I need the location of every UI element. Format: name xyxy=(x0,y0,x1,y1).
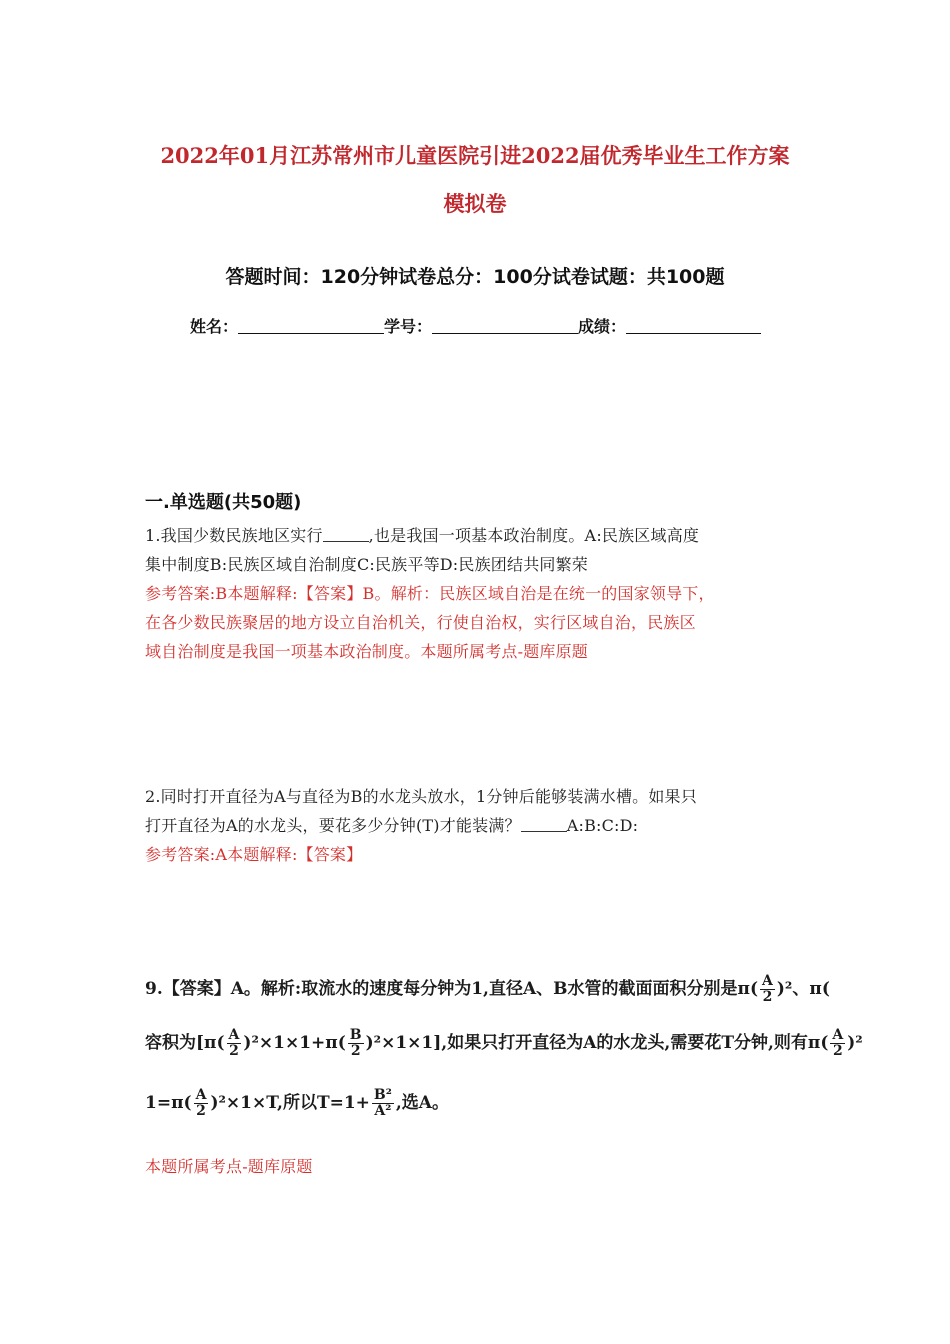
question-2 xyxy=(145,782,815,869)
answer-explanation-image xyxy=(145,970,950,1140)
fraction-a-over-2: $\frac{A}{2}$ xyxy=(195,1087,207,1119)
question-1-line-1: 1.我国少数民族地区实行 ,也是我国一项基本政治制度。A:民族区域高度 xyxy=(145,526,700,545)
name-blank[interactable] xyxy=(238,317,384,334)
question-2-line-1: 2.同时打开直径为A与直径为B的水龙头放水，1分钟后能够装满水槽。如果只 xyxy=(145,787,697,806)
explanation-line-1: 9.【答案】A。解析:取流水的速度每分钟为1,直径A、B水管的截面面积分别是π( $\frac{A}{2}$ )²、π( xyxy=(145,973,830,1005)
question-1 xyxy=(145,521,815,666)
student-info-row xyxy=(190,314,761,337)
explanation-line-3: 1=π( $\frac{A}{2}$ )²×1×T,所以T=1+ $\frac{\text{B²}}{\text{A²}}$ ,选A。 xyxy=(145,1087,449,1119)
id-label: 学号： xyxy=(384,317,433,336)
answer-blank xyxy=(521,817,567,832)
question-1-answer-line-3: 域自治制度是我国一项基本政治制度。本题所属考点-题库原题 xyxy=(145,642,589,661)
question-2-footer: 本题所属考点-题库原题 xyxy=(145,1157,313,1176)
question-2-line-2: 打开直径为A的水龙头，要花多少分钟(T)才能装满？ A:B:C:D: xyxy=(145,816,639,835)
explanation-line-2: 容积为[π( $\frac{A}{2}$ )²×1×1+π( $\frac{B}{2}$ )²×1×1],如果只打开直径为A的水龙头,需要花T分钟,则有π( $\frac{A}{2}$ )² xyxy=(145,1027,863,1059)
score-blank[interactable] xyxy=(626,317,761,334)
exam-info: 答题时间：120分钟试卷总分：100分试卷试题：共100题 xyxy=(225,266,725,288)
name-label: 姓名： xyxy=(190,317,239,336)
answer-blank xyxy=(323,527,369,542)
page-title: 2022年01月江苏常州市儿童医院引进2022届优秀毕业生工作方案 xyxy=(160,143,790,168)
section-title: 一.单选题(共50题) xyxy=(145,492,302,513)
fraction-b-over-2: $\frac{B}{2}$ xyxy=(349,1027,362,1059)
fraction-a-over-2: $\frac{A}{2}$ xyxy=(228,1027,240,1059)
question-2-answer-line-1: 参考答案:A本题解释:【答案】 xyxy=(145,845,363,864)
question-1-answer-line-2: 在各少数民族聚居的地方设立自治机关，行使自治权，实行区域自治，民族区 xyxy=(145,613,696,632)
question-1-answer-line-1: 参考答案:B本题解释:【答案】B。解析：民族区域自治是在统一的国家领导下， xyxy=(145,584,715,603)
fraction-a-over-2: $\frac{A}{2}$ xyxy=(832,1027,844,1059)
fraction-a-over-2: $\frac{A}{2}$ xyxy=(762,973,773,1005)
question-1-line-2: 集中制度B:民族区域自治制度C:民族平等D:民族团结共同繁荣 xyxy=(145,555,589,574)
fraction-b2-over-a2: $\frac{\text{B²}}{\text{A²}}$ xyxy=(373,1087,392,1119)
id-blank[interactable] xyxy=(432,317,578,334)
score-label: 成绩： xyxy=(578,317,627,336)
page-subtitle: 模拟卷 xyxy=(443,191,507,216)
